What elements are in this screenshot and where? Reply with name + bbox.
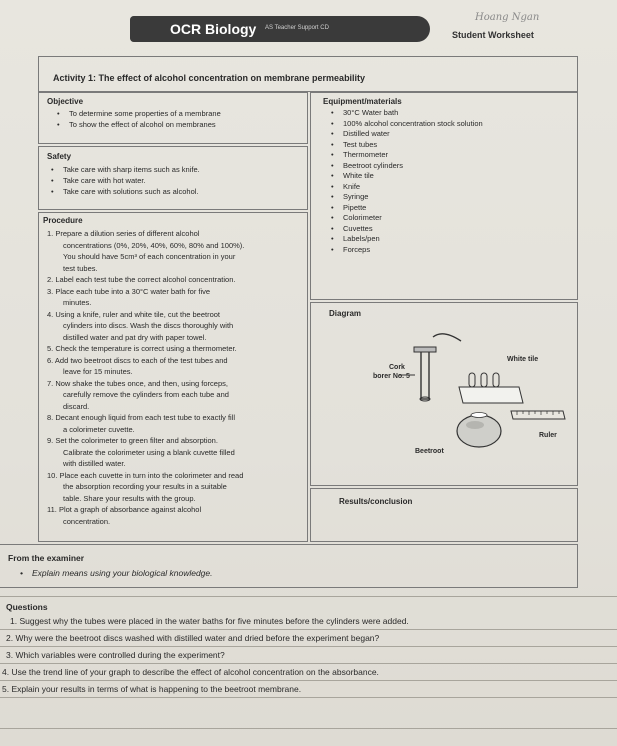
equipment-item: • 100% alcohol concentration stock solution [343, 119, 483, 128]
safety-heading: Safety [47, 152, 72, 161]
procedure-line: minutes. [63, 298, 92, 307]
procedure-line: 3. Place each tube into a 30°C water bath for five [47, 286, 211, 296]
label-cork-borer: borer No. 5 [373, 373, 410, 380]
divider [0, 697, 617, 698]
divider [0, 663, 617, 664]
equipment-item: • Colorimeter [343, 213, 382, 222]
question-item: 3. Which variables were controlled during the experiment? [6, 650, 225, 660]
procedure-line: a colorimeter cuvette. [63, 424, 135, 434]
procedure-line: distilled water and pat dry with paper towel. [63, 332, 207, 342]
questions-heading: Questions [6, 602, 48, 612]
activity-title-box [38, 56, 578, 92]
question-item: 5. Explain your results in terms of what is happening to the beetroot membrane. [2, 684, 302, 694]
procedure-line: leave for 15 minutes. [63, 367, 133, 376]
brand-subtitle: AS Teacher Support CD [265, 25, 329, 31]
examiner-item: • Explain means using your biological knowledge. [32, 569, 213, 578]
divider [0, 596, 617, 597]
safety-item: • Take care with hot water. [63, 176, 146, 185]
question-item: 4. Use the trend line of your graph to describe the effect of alcohol concentration on the absorbance. [2, 667, 379, 677]
safety-item: • Take care with sharp items such as knife. [63, 165, 200, 174]
cork-borer-icon [414, 334, 461, 401]
equipment-item: • Thermometer [343, 150, 388, 159]
safety-box [38, 146, 308, 210]
procedure-line: concentrations (0%, 20%, 40%, 60%, 80% and 100%). [63, 240, 245, 250]
question-item: 2. Why were the beetroot discs washed with distilled water and dried before the experiment began? [6, 633, 380, 643]
procedure-line: 11. Plot a graph of absorbance against alcohol [47, 505, 202, 514]
label-white-tile: White tile [507, 356, 539, 363]
equipment-item: • Cuvettes [343, 224, 373, 233]
equipment-box [310, 92, 578, 300]
ruler-icon [511, 411, 565, 419]
procedure-line: 2. Label each test tube the correct alcohol concentration. [47, 275, 236, 284]
apparatus-diagram [311, 303, 577, 485]
divider [0, 680, 617, 681]
examiner-heading: From the examiner [8, 553, 85, 563]
procedure-line: the absorption recording your results in a suitable [63, 482, 227, 491]
divider [0, 728, 617, 729]
procedure-line: carefully remove the cylinders from each tube and [63, 390, 229, 399]
procedure-line: 1. Prepare a dilution series of different alcohol [47, 229, 200, 238]
divider [0, 629, 617, 630]
procedure-box [38, 212, 308, 542]
white-tile-icon [459, 373, 523, 403]
procedure-line: concentration. [63, 516, 111, 526]
equipment-item: • Beetroot cylinders [343, 161, 403, 170]
procedure-line: 10. Place each cuvette in turn into the colorimeter and read [47, 470, 244, 480]
sheet-label: Student Worksheet [452, 30, 534, 40]
objective-item: • To determine some properties of a membrane [69, 109, 221, 118]
equipment-item: • Knife [343, 182, 360, 191]
procedure-line: 5. Check the temperature is correct using a thermometer. [47, 344, 237, 353]
equipment-item: • Forceps [343, 245, 370, 254]
objective-heading: Objective [47, 97, 84, 106]
brand-title: OCR Biology [170, 21, 257, 37]
procedure-line: 8. Decant enough liquid from each test tube to exactly fill [47, 413, 236, 422]
examiner-box [0, 544, 578, 588]
equipment-item: • Pipette [343, 203, 366, 212]
label-cork: Cork [389, 364, 405, 371]
diagram-box [310, 302, 578, 486]
objective-item: • To show the effect of alcohol on membranes [69, 120, 216, 129]
results-heading: Results/conclusion [339, 497, 413, 506]
label-ruler: Ruler [539, 432, 557, 439]
header-banner [130, 16, 430, 42]
equipment-item: • 30°C Water bath [343, 108, 398, 117]
beetroot-icon [457, 413, 501, 448]
procedure-line: Calibrate the colorimeter using a blank cuvette filled [63, 447, 235, 457]
equipment-heading: Equipment/materials [323, 97, 402, 106]
equipment-item: • Distilled water [343, 129, 390, 138]
results-box [310, 488, 578, 542]
procedure-line: You should have 5cm³ of each concentration in your [63, 252, 236, 261]
procedure-line: 4. Using a knife, ruler and white tile, cut the beetroot [47, 309, 221, 319]
label-beetroot: Beetroot [415, 448, 444, 455]
activity-title: Activity 1: The effect of alcohol concentration on membrane permeability [53, 73, 366, 83]
equipment-item: • Test tubes [343, 140, 377, 149]
safety-item: • Take care with solutions such as alcohol. [63, 187, 199, 196]
procedure-line: test tubes. [63, 263, 98, 273]
procedure-heading: Procedure [43, 216, 83, 225]
procedure-line: cylinders into discs. Wash the discs thoroughly with [63, 321, 234, 330]
procedure-line: discard. [63, 401, 90, 411]
equipment-item: • White tile [343, 171, 374, 180]
question-item: 1. Suggest why the tubes were placed in the water baths for five minutes before the cylinders were added. [10, 616, 409, 626]
handwritten-name: Hoang Ngan [475, 12, 540, 23]
procedure-line: 9. Set the colorimeter to green filter and absorption. [47, 436, 218, 445]
procedure-line: table. Share your results with the group. [63, 493, 196, 503]
divider [0, 646, 617, 647]
equipment-item: • Syringe [343, 192, 368, 201]
procedure-line: 7. Now shake the tubes once, and then, using forceps, [47, 378, 228, 388]
diagram-heading: Diagram [329, 309, 362, 318]
procedure-line: 6. Add two beetroot discs to each of the test tubes and [47, 355, 228, 365]
objective-box [38, 92, 308, 144]
procedure-line: with distilled water. [63, 459, 126, 468]
equipment-item: • Labels/pen [343, 234, 380, 243]
